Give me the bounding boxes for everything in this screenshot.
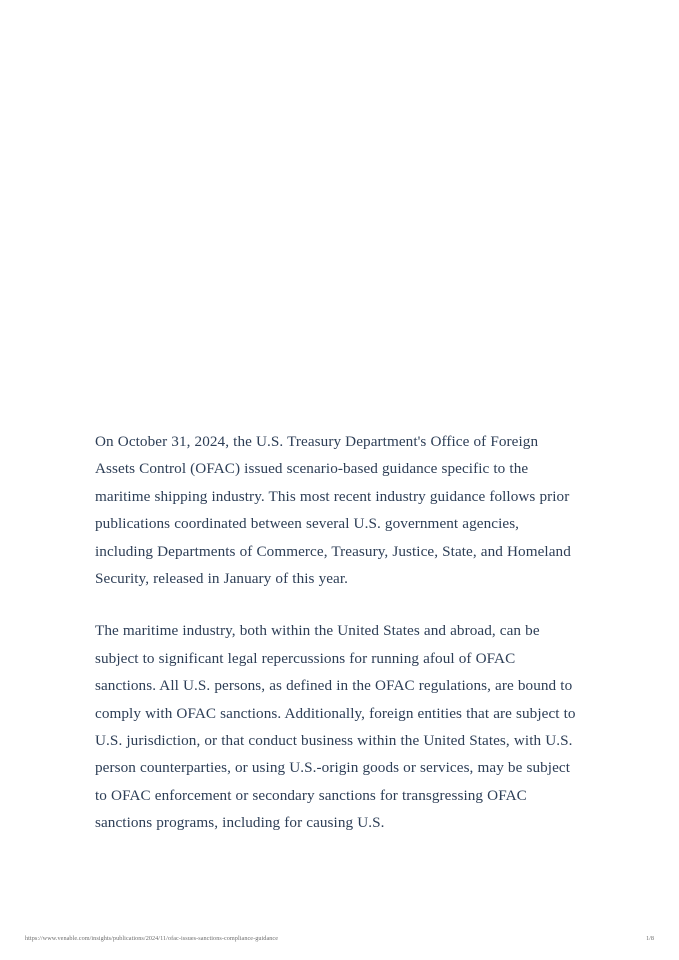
article-paragraph: On October 31, 2024, the U.S. Treasury Department's Office of Foreign Assets Control (OFAC) issued scenario-based guidance specific to the maritime shipping industry. This most recent industry guidance follows prior publications coordinated between several U.S. government agencies, including Departments of Commerce, Treasury, Justice, State, and Homeland Security, released in January of this year. [95, 433, 571, 588]
footer-source-url: https://www.venable.com/insights/publications/2024/11/ofac-issues-sanctions-compliance-guidance [25, 934, 279, 942]
article-body [95, 428, 577, 837]
article-paragraph: The maritime industry, both within the United States and abroad, can be subject to significant legal repercussions for running afoul of OFAC sanctions. All U.S. persons, as defined in the OFAC regulations, are bound to comply with OFAC sanctions. Additionally, foreign entities that are subject to U.S. jurisdiction, or that conduct business within the United States, with U.S. person counterparties, or using U.S.-origin goods or services, may be subject to OFAC enforcement or secondary sanctions for transgressing OFAC sanctions programs, including for causing U.S. [95, 622, 576, 832]
page-footer [0, 931, 679, 945]
footer-page-number: 1/8 [646, 934, 654, 942]
